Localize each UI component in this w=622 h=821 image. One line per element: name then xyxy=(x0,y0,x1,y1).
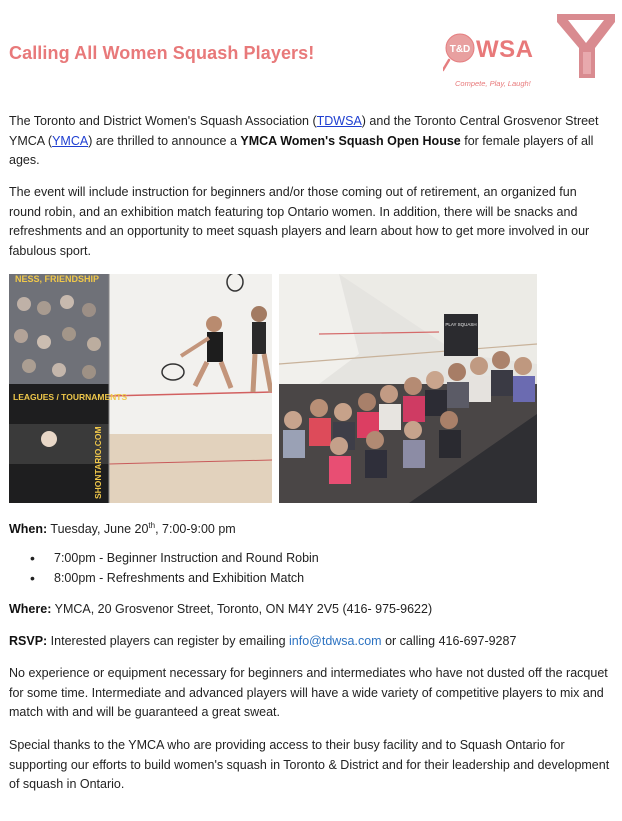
intro-paragraph-1: The Toronto and District Women's Squash Association (TDWSA) and the Toronto Central Grosvenor Street YMCA (YMCA) are thrilled to announce a YMCA Women's Squash Open House for female players of all ages. xyxy=(9,114,599,167)
where-label: Where: xyxy=(9,602,52,616)
event-schedule-list xyxy=(30,549,319,588)
ymca-link[interactable]: YMCA xyxy=(52,133,89,148)
ymca-y-icon xyxy=(555,12,617,80)
banner-leagues-text: LEAGUES / TOURNAMENTS xyxy=(13,392,128,402)
closing-paragraph-1: No experience or equipment necessary for beginners and intermediates who have not dusted off the racquet for some time. Intermediate and advanced players will have a wide variety of competitive players to mix and match with and will be guaranteed a great sweat. xyxy=(9,666,608,719)
tdwsa-logo xyxy=(443,24,553,94)
play-squash-sign: PLAY SQUASH xyxy=(445,322,477,327)
page-title: Calling All Women Squash Players! xyxy=(9,43,315,63)
tdwsa-logo-icon xyxy=(443,24,553,76)
event-rsvp: RSVP: Interested players can register by emailing info@tdwsa.com or calling 416-697-9287 xyxy=(9,634,517,648)
banner-url-text: SHONTARIO.COM xyxy=(93,426,103,499)
group-audience-photo xyxy=(279,274,537,503)
closing-paragraph-2: Special thanks to the YMCA who are providing access to their busy facility and to Squash Ontario for supporting our efforts to build women's squash in Toronto & District and for their leadership and development of squash in Ontario. xyxy=(9,738,610,791)
tdwsa-link[interactable]: TDWSA xyxy=(316,114,362,128)
svg-text:WSA: WSA xyxy=(476,36,534,63)
rsvp-email-link[interactable]: info@tdwsa.com xyxy=(289,634,382,648)
intro-paragraph-2: The event will include instruction for beginners and/or those coming out of retirement, an organized fun round robin, and an exhibition match featuring top Ontario women. In addition, there will be snacks and refreshments and an opportunity to meet squash players and learn about how to get more involved in our fabulous sport. xyxy=(9,185,590,258)
tdwsa-tagline: Compete, Play, Laugh! xyxy=(455,79,531,88)
svg-text:T&D: T&D xyxy=(449,44,471,55)
rsvp-label: RSVP: xyxy=(9,634,48,648)
event-when: When: Tuesday, June 20th, 7:00-9:00 pm xyxy=(9,521,236,537)
list-item: • 7:00pm - Beginner Instruction and Round Robin xyxy=(30,549,319,569)
squash-match-photo xyxy=(9,274,272,503)
list-item: • 8:00pm - Refreshments and Exhibition Match xyxy=(30,569,319,589)
ymca-logo xyxy=(555,12,617,80)
event-where: Where: YMCA, 20 Grosvenor Street, Toronto, ON M4Y 2V5 (416- 975-9622) xyxy=(9,602,433,616)
banner-top-text: NESS, FRIENDSHIP xyxy=(15,274,100,284)
when-label: When: xyxy=(9,522,48,537)
